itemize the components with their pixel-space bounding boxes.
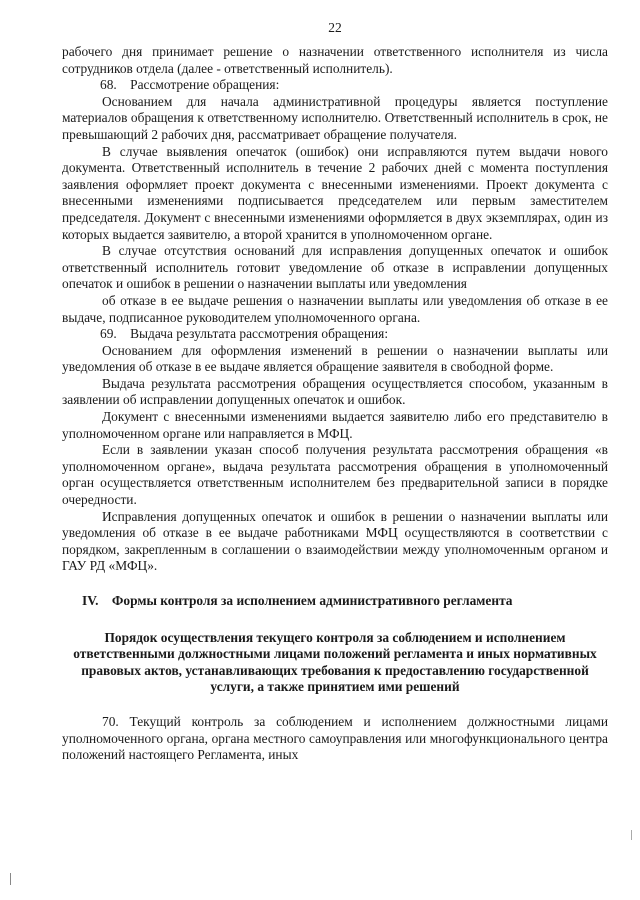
paragraph-continuation: рабочего дня принимает решение о назначении ответственного исполнителя из числа сотрудников отдела (далее - ответственный исполнитель).	[62, 44, 608, 76]
scan-edge-mark	[631, 830, 632, 840]
item-68-heading: 68. Рассмотрение обращения:	[100, 77, 280, 93]
paragraph: об отказе в ее выдаче решения о назначении выплаты или уведомления об отказе в ее выдаче, подписанное руководителем уполномоченного органа.	[62, 292, 608, 325]
paragraph: Выдача результата рассмотрения обращения осуществляется способом, указанным в заявлении об исправлении допущенных опечаток и ошибок.	[62, 375, 608, 408]
paragraph: Основанием для оформления изменений в решении о назначении выплаты или уведомления об отказе в ее выдаче является обращение заявителя в свободной форме.	[62, 342, 608, 375]
section-heading: IV. Формы контроля за исполнением административного регламента	[82, 593, 513, 608]
scan-margin-mark	[10, 873, 11, 885]
paragraph: В случае отсутствия оснований для исправления допущенных опечаток и ошибок ответственный исполнитель готовит уведомление об отказе в исправлении допущенных опечаток и ошибок в решении о назначении выплаты или уведомления	[62, 243, 608, 292]
document-body	[62, 44, 608, 764]
item-70-paragraph: 70. Текущий контроль за соблюдением и исполнением должностными лицами уполномоченного органа, органа местного самоуправления или многофункционального центра положений настоящего Регламента, иных	[62, 713, 608, 763]
page-number: 22	[328, 20, 342, 35]
paragraph: Документ с внесенными изменениями выдается заявителю либо его представителю в уполномоченном органе или направляется в МФЦ.	[62, 409, 608, 441]
item-69-heading: 69. Выдача результата рассмотрения обращения:	[100, 326, 389, 342]
subsection-heading: Порядок осуществления текущего контроля за соблюдением и исполнением ответственными должностными лицами положений регламента и иных нормативных правовых актов, устанавливающих требования к предоставлению государственной услуги, а также принятием ими решений	[73, 629, 597, 695]
paragraph: Исправления допущенных опечаток и ошибок в решении о назначении выплаты или уведомления об отказе в ее выдаче работниками МФЦ осуществляются в соответствии с порядком, закрепленным в соглашении о взаимодействии между уполномоченным органом и ГАУ РД «МФЦ».	[62, 508, 608, 574]
paragraph: Если в заявлении указан способ получения результата рассмотрения обращения «в уполномоченном органе», выдача результата рассмотрения обращения в уполномоченный орган осуществляется ответственным исполнителем без предварительной записи в порядке очередности.	[62, 442, 608, 508]
paragraph: Основанием для начала административной процедуры является поступление материалов обращения к ответственному исполнителю. Ответственный исполнитель в срок, не превышающий 2 рабочих дня, рассматривает обращение получателя.	[62, 93, 608, 142]
paragraph: В случае выявления опечаток (ошибок) они исправляются путем выдачи нового документа. Ответственный исполнитель в течение 2 рабочих дней с момента поступления заявления оформляет проект документа с внесенными изменениями. Проект документа с внесенными изменениями подписывается председателем или первым заместителем председателя. Документ с внесенными изменениями оформляется в двух экземплярах, один из которых выдается заявителю, а второй хранится в уполномоченном органе.	[62, 143, 608, 242]
